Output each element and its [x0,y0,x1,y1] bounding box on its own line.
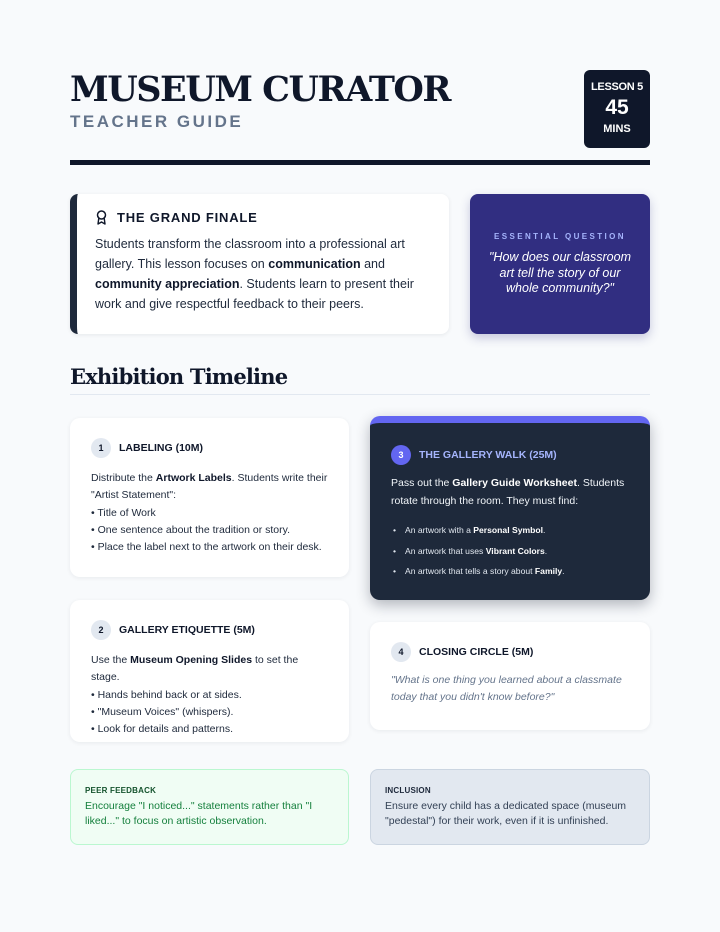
item-text: . [544,545,548,556]
step-text: Use the [91,654,131,666]
inclusion-note [370,769,650,845]
essential-question-text: "How does our classroom art tell the story of our whole community?" [489,250,631,295]
list-item: • Place the label next to the artwork on their desk. [91,541,322,554]
step-text: . Students write their "Artist Statement": [91,472,328,502]
finale-emphasis: communication [268,257,361,271]
list-item [391,520,630,541]
header-divider [70,160,650,165]
peer-feedback-note [70,769,349,845]
page-subtitle: TEACHER GUIDE [70,112,244,131]
timeline-heading: Exhibition Timeline [70,364,288,389]
list-item: • Look for details and patterns. [91,723,234,736]
step-title: GALLERY ETIQUETTE (5M) [119,624,255,636]
item-text: . [562,566,565,576]
step-intro [391,475,630,510]
step-number: 3 [391,445,411,465]
step-title: THE GALLERY WALK (25M) [419,449,557,461]
step-text: Pass out the [391,477,453,489]
find-list [391,520,630,582]
step-emphasis: Artwork Labels [155,472,232,484]
finale-text: Students transform the classroom into a professional art gallery. This lesson focuses on [95,237,405,271]
step-text: . Students rotate through the room. They must find: [391,477,625,507]
item-emphasis: Personal Symbol [473,525,544,535]
step-number: 4 [391,642,411,662]
step-text: Distribute the [91,472,156,484]
note-label: INCLUSION [385,786,431,795]
step-body [91,470,329,556]
finale-text: . Students learn to present their work and give respectful feedback to their peers. [95,277,414,311]
grand-finale-title: THE GRAND FINALE [117,210,258,225]
timeline-step-labeling [70,418,349,577]
timeline-step-gallery-etiquette [70,600,349,742]
list-item: • Title of Work [91,506,156,519]
note-text: Encourage "I noticed..." statements rather than "I liked..." to focus on artistic observation. [85,800,313,827]
note-text: Ensure every child has a dedicated space (museum "pedestal") for their work, even if it is unfinished. [385,800,627,827]
step-intro [91,470,329,505]
step-intro [91,652,329,687]
page-title: MUSEUM CURATOR [70,69,450,110]
finale-text: and [360,257,385,271]
lesson-badge [584,70,650,148]
step-number: 2 [91,620,111,640]
step-body [391,475,630,582]
step-emphasis: Museum Opening Slides [130,654,253,666]
award-ribbon-icon [95,210,108,225]
step-title: CLOSING CIRCLE (5M) [419,646,534,658]
lesson-minutes-label: MINS [603,123,631,135]
step-text: to set the stage. [91,654,299,684]
list-item [391,541,630,562]
essential-question-label: ESSENTIAL QUESTION [494,232,626,241]
timeline-divider [70,394,650,395]
step-number: 1 [91,438,111,458]
step-body [91,652,329,738]
finale-emphasis: community appreciation [95,277,240,291]
list-item [391,561,630,582]
step-emphasis: Gallery Guide Worksheet [452,477,577,489]
item-text: An artwork that uses [405,545,486,556]
lesson-number: LESSON 5 [590,81,643,93]
note-label: PEER FEEDBACK [85,786,157,795]
item-text: . [543,525,546,535]
lesson-minutes: 45 [605,96,629,119]
item-text: An artwork with a [405,525,474,535]
grand-finale-description [95,234,433,314]
item-emphasis: Vibrant Colors [485,545,545,556]
timeline-step-closing-circle [370,622,650,730]
item-emphasis: Family [534,566,563,576]
essential-question-card [470,194,650,334]
list-item: • Hands behind back or at sides. [91,688,242,701]
list-item: • "Museum Voices" (whispers). [91,705,234,718]
item-text: An artwork that tells a story about [405,566,535,576]
grand-finale-card [70,194,449,334]
step-title: LABELING (10M) [119,442,203,454]
list-item: • One sentence about the tradition or story. [91,523,291,536]
page-header [70,69,650,135]
closing-question: "What is one thing you learned about a classmate today that you didn't know before?" [391,674,622,704]
timeline-step-gallery-walk [370,416,650,600]
